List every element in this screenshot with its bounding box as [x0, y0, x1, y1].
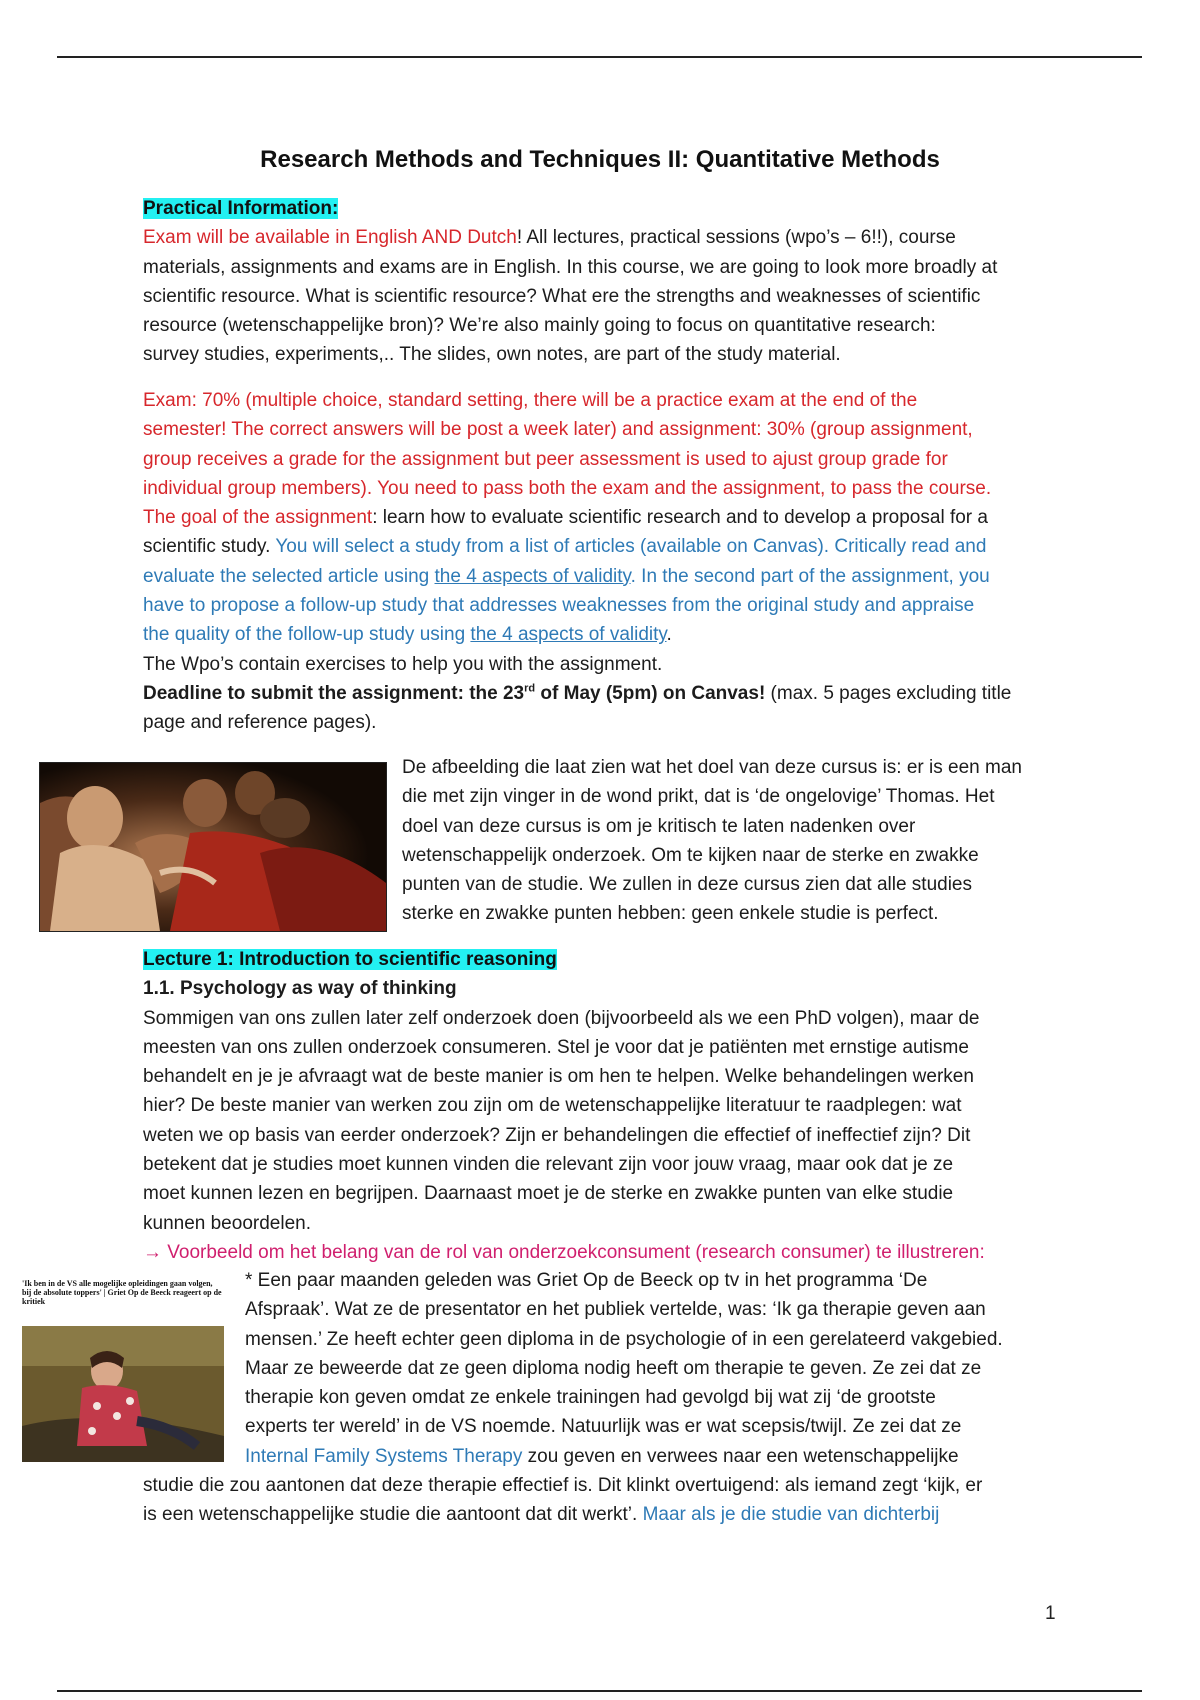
- text-run: The goal of the assignment: [143, 507, 373, 529]
- footer-rule: [57, 1690, 1142, 1692]
- text-line: studie die zou aantonen dat deze therapie effectief is. Dit klinkt overtuigend: als iemand zegt ‘kijk, er: [143, 1475, 983, 1496]
- section-subheading: 1.1. Psychology as way of thinking: [143, 978, 457, 1000]
- text-line: doel van deze cursus is om je kritisch te laten nadenken over: [402, 815, 916, 837]
- text-line: wetenschappelijk onderzoek. Om te kijken naar de sterke en zwakke: [402, 844, 979, 866]
- deadline-text: Deadline to submit the assignment: the 23: [143, 682, 525, 704]
- text-line: page and reference pages).: [143, 712, 377, 734]
- validity-link[interactable]: the 4 aspects of validity: [434, 565, 631, 587]
- text-run: . In the second part of the assignment, you: [630, 565, 990, 587]
- text-line: mensen.’ Ze heeft echter geen diploma in de psychologie of in een gerelateerd vakgebied.: [245, 1328, 1003, 1350]
- tv-anecdote: [245, 1266, 1085, 1471]
- practical-section: [143, 194, 1063, 370]
- text-line: Sommigen van ons zullen later zelf onderzoek doen (bijvoorbeeld als we een PhD volgen), maar de: [143, 1007, 980, 1029]
- text-line: behandelt en je je afvraagt wat de beste manier is om hen te helpen. Welke behandelingen werken: [143, 1066, 974, 1088]
- text-line: Maar ze beweerde dat ze geen diploma nodig heeft om therapie te geven. Ze zei dat ze: [245, 1357, 982, 1379]
- document-title: Research Methods and Techniques II: Quantitative Methods: [260, 146, 940, 173]
- text-line: semester! The correct answers will be post a week later) and assignment: 30% (group assignment,: [143, 419, 973, 441]
- text-run: zou geven en verwees naar een wetenschappelijke: [522, 1445, 959, 1467]
- practical-heading: Practical Information:: [143, 198, 339, 219]
- deadline-text: of May (5pm) on Canvas!: [535, 682, 766, 704]
- doubting-thomas-painting: [39, 762, 387, 932]
- text-line: Exam: 70% (multiple choice, standard setting, there will be a practice exam at the end of the: [143, 390, 918, 411]
- text-run: is een wetenschappelijke studie die aantoont dat dit werkt’.: [143, 1504, 643, 1526]
- text-run: Maar als je die studie van dichterbij: [642, 1504, 940, 1526]
- deadline-sup: rd: [524, 682, 536, 695]
- text-run: evaluate the selected article using: [143, 565, 435, 587]
- text-run: : learn how to evaluate scientific research and to develop a proposal for a: [372, 507, 988, 529]
- tv-headline-caption: 'Ik ben in de VS alle mogelijke opleidingen gaan volgen, bij de absolute toppers' | Griet Op de Beeck reageert op de kritiek: [22, 1279, 222, 1306]
- text-run: the quality of the follow-up study using: [143, 624, 471, 646]
- validity-link[interactable]: the 4 aspects of validity: [470, 624, 667, 646]
- painting-description: [402, 753, 1102, 929]
- text-line: group receives a grade for the assignment but peer assessment is used to ajust group grade for: [143, 448, 948, 470]
- text-line: experts ter wereld’ in de VS noemde. Natuurlijk was er wat scepsis/twijl. Ze zei dat ze: [245, 1416, 962, 1438]
- text-line: kunnen beoordelen.: [143, 1212, 311, 1234]
- text-line: The Wpo’s contain exercises to help you with the assignment.: [143, 653, 663, 675]
- page-number: 1: [1045, 1603, 1056, 1624]
- anecdote-continuation: [143, 1471, 1063, 1530]
- text-line: survey studies, experiments,.. The slides, own notes, are part of the study material.: [143, 344, 841, 366]
- griet-op-de-beeck-photo: [22, 1326, 224, 1462]
- text-line: die met zijn vinger in de wond prikt, dat is ‘de ongelovige’ Thomas. Het: [402, 786, 995, 808]
- text-line: individual group members). You need to pass both the exam and the assignment, to pass the course.: [143, 477, 992, 499]
- text-line: * Een paar maanden geleden was Griet Op de Beeck op tv in het programma ‘De: [245, 1270, 928, 1291]
- text-line: Afspraak’. Wat ze de presentator en het publiek vertelde, was: ‘Ik ga therapie geven aan: [245, 1299, 986, 1321]
- text-run: You will select a study from a list of articles (available on Canvas). Critically read and: [275, 536, 987, 558]
- text-line: De afbeelding die laat zien wat het doel van deze cursus is: er is een man: [402, 757, 1022, 778]
- assessment-paragraph: [143, 386, 1063, 738]
- text-line: punten van de studie. We zullen in deze cursus zien dat alle studies: [402, 874, 972, 896]
- text-run: ! All lectures, practical sessions (wpo’s – 6!!), course: [516, 227, 956, 249]
- lecture-1-heading: Lecture 1: Introduction to scientific reasoning: [143, 949, 557, 970]
- text-line: weten we op basis van eerder onderzoek? Zijn er behandelingen die effectief of ineffectief zijn? Dit: [143, 1124, 971, 1146]
- example-intro: → Voorbeeld om het belang van de rol van onderzoekconsument (research consumer) te illustreren:: [143, 1241, 985, 1263]
- text-line: sterke en zwakke punten hebben: geen enkele studie is perfect.: [402, 903, 939, 925]
- header-rule: [57, 56, 1142, 58]
- text-run: .: [666, 624, 672, 646]
- text-run: (max. 5 pages excluding title: [765, 682, 1012, 704]
- text-line: moet kunnen lezen en begrijpen. Daarnaast moet je de sterke en zwakke punten van elke studie: [143, 1183, 954, 1205]
- lecture-1-section: [143, 945, 1063, 1267]
- text-line: hier? De beste manier van werken zou zijn om de wetenschappelijke literatuur te raadplegen: wat: [143, 1095, 962, 1117]
- text-line: therapie kon geven omdat ze enkele trainingen had gevolgd bij wat zij ‘de grootste: [245, 1387, 936, 1409]
- text-line: betekent dat je studies moet kunnen vinden die relevant zijn voor jouw vraag, maar ook dat je ze: [143, 1154, 954, 1176]
- text-line: scientific resource. What is scientific resource? What ere the strengths and weaknesses of scientific: [143, 285, 981, 307]
- text-line: meesten van ons zullen onderzoek consumeren. Stel je voor dat je patiënten met ernstige autisme: [143, 1036, 969, 1058]
- text-line: resource (wetenschappelijke bron)? We’re also mainly going to focus on quantitative research:: [143, 315, 936, 337]
- ifs-therapy-link[interactable]: Internal Family Systems Therapy: [245, 1445, 523, 1467]
- text-line: materials, assignments and exams are in English. In this course, we are going to look more broadly at: [143, 256, 998, 278]
- exam-language-note: Exam will be available in English AND Dutch: [143, 227, 517, 249]
- text-line: have to propose a follow-up study that addresses weaknesses from the original study and appraise: [143, 595, 975, 617]
- text-run: scientific study.: [143, 536, 276, 558]
